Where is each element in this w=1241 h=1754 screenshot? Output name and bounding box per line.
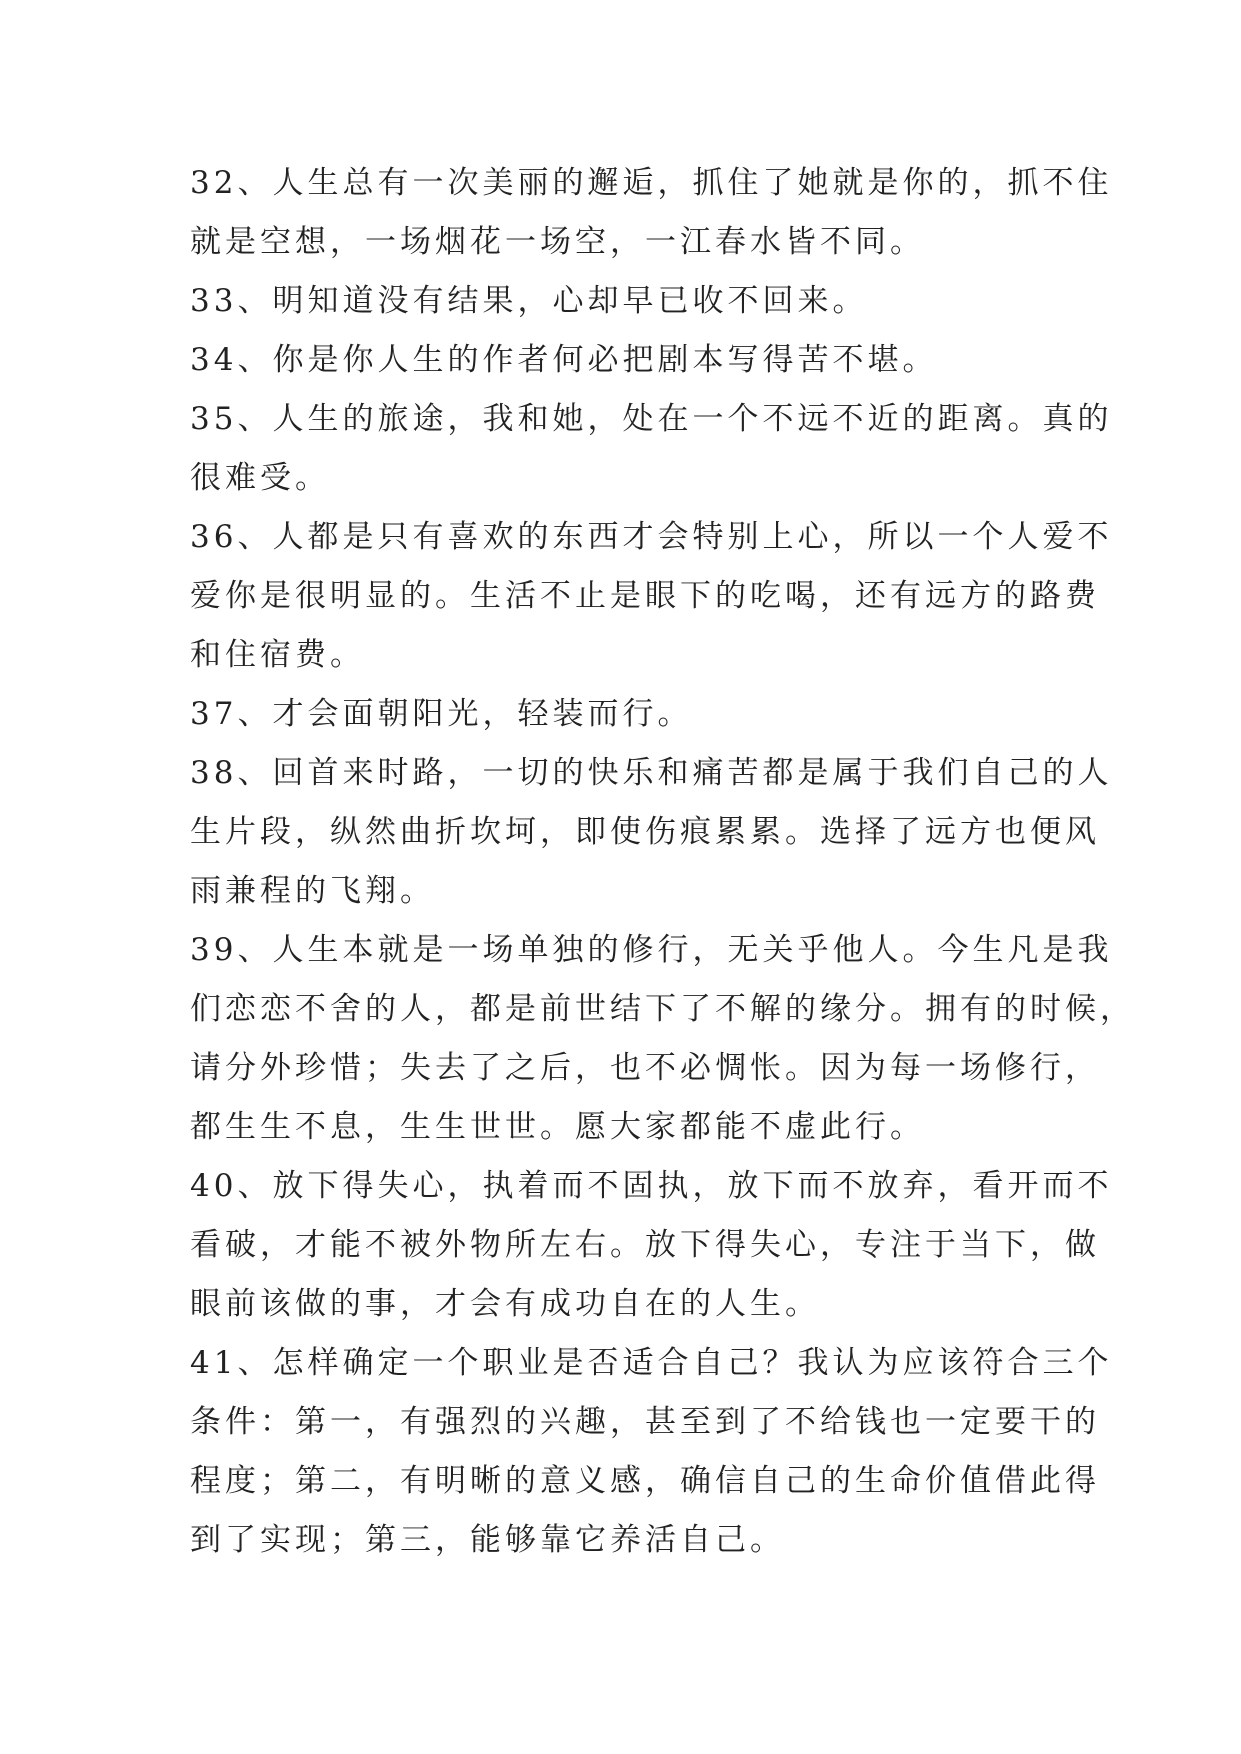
text-line: 35、人生的旅途，我和她，处在一个不远不近的距离。真的	[190, 401, 1113, 437]
text-line: 程度；第二，有明晰的意义感，确信自己的生命价值借此得	[190, 1463, 1100, 1499]
text-line: 雨兼程的飞翔。	[190, 873, 435, 909]
paragraph	[190, 921, 1135, 1157]
paragraph	[190, 154, 1113, 272]
text-line: 到了实现；第三，能够靠它养活自己。	[190, 1522, 785, 1558]
text-line: 38、回首来时路，一切的快乐和痛苦都是属于我们自己的人	[190, 755, 1113, 791]
paragraph	[190, 390, 1113, 508]
text-line: 请分外珍惜；失去了之后，也不必惆怅。因为每一场修行，	[190, 1050, 1100, 1086]
text-line: 和住宿费。	[190, 637, 365, 673]
text-line: 34、你是你人生的作者何必把剧本写得苦不堪。	[190, 342, 938, 378]
paragraph	[190, 1157, 1113, 1334]
text-line: 32、人生总有一次美丽的邂逅，抓住了她就是你的，抓不住	[190, 165, 1113, 201]
text-line: 爱你是很明显的。生活不止是眼下的吃喝，还有远方的路费	[190, 578, 1100, 614]
text-line: 们恋恋不舍的人，都是前世结下了不解的缘分。拥有的时候，	[190, 991, 1135, 1027]
paragraph	[190, 1334, 1113, 1570]
text-line: 眼前该做的事，才会有成功自在的人生。	[190, 1286, 820, 1322]
text-line: 41、怎样确定一个职业是否适合自己？我认为应该符合三个	[190, 1345, 1113, 1381]
paragraph	[190, 508, 1113, 685]
text-line: 就是空想，一场烟花一场空，一江春水皆不同。	[190, 224, 925, 260]
paragraph	[190, 744, 1113, 921]
text-line: 很难受。	[190, 460, 330, 496]
text-line: 生片段，纵然曲折坎坷，即使伤痕累累。选择了远方也便风	[190, 814, 1100, 850]
text-line: 都生生不息，生生世世。愿大家都能不虚此行。	[190, 1109, 925, 1145]
text-line: 条件：第一，有强烈的兴趣，甚至到了不给钱也一定要干的	[190, 1404, 1100, 1440]
document-body	[190, 154, 1135, 1570]
text-line: 39、人生本就是一场单独的修行，无关乎他人。今生凡是我	[190, 932, 1113, 968]
paragraph	[190, 685, 1060, 744]
text-line: 37、才会面朝阳光，轻装而行。	[190, 696, 693, 732]
paragraph	[190, 331, 1060, 390]
text-line: 36、人都是只有喜欢的东西才会特别上心，所以一个人爱不	[190, 519, 1113, 555]
text-line: 33、明知道没有结果，心却早已收不回来。	[190, 283, 868, 319]
text-line: 看破，才能不被外物所左右。放下得失心，专注于当下，做	[190, 1227, 1100, 1263]
paragraph	[190, 272, 1060, 331]
text-line: 40、放下得失心，执着而不固执，放下而不放弃，看开而不	[190, 1168, 1113, 1204]
